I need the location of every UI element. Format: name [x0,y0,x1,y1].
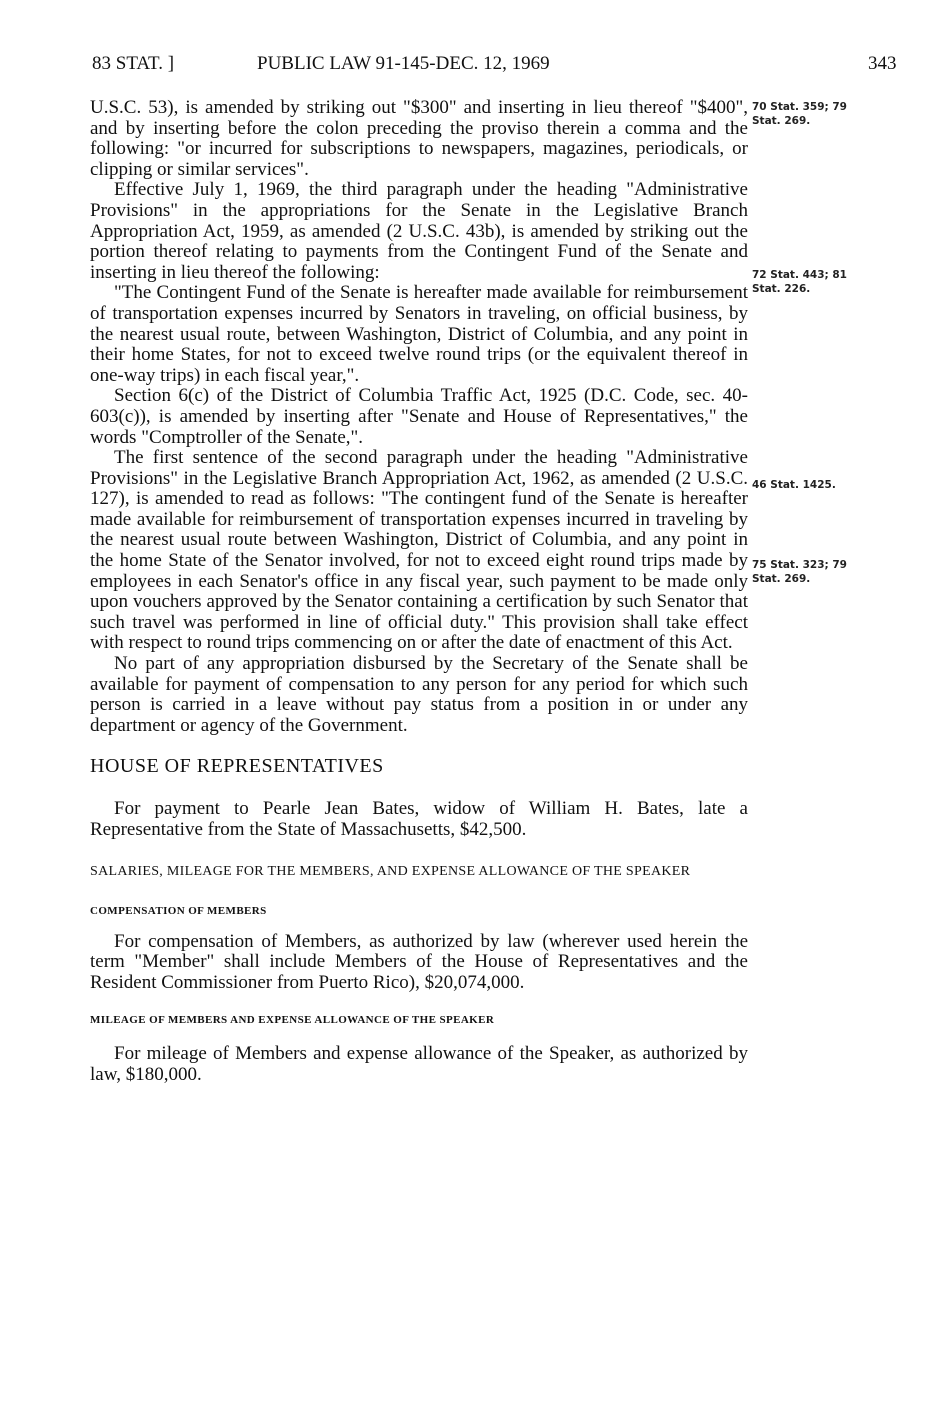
compensation-heading: COMPENSATION OF MEMBERS [90,905,267,918]
paragraph: Section 6(c) of the District of Columbia Traffic Act, 1925 (D.C. Code, sec. 40-603(c)), is amended by inserting after "Senate and House of Representatives," the words "Comptroller of the Senate,". [90,385,748,448]
paragraph: "The Contingent Fund of the Senate is hereafter made available for reimbursement of transportation expenses incurred by Senators in traveling, on official business, by the nearest usual route, between Washington, District of Columbia, and any point in their home States, for not to exceed twelve round trips (or the equivalent thereof in one-way trips) in each fiscal year,". [90,282,748,386]
house-heading: HOUSE OF REPRESENTATIVES [90,755,384,778]
header-title: PUBLIC LAW 91-145-DEC. 12, 1969 [257,53,550,74]
page-number: 343 [868,53,897,74]
paragraph: The first sentence of the second paragraph under the heading "Administrative Provisions" in the Legislative Branch Appropriation Act, 1962, as amended (2 U.S.C. 127), is amended to read as follows: "The contingent fund of the Senate is hereafter made available for reimbursement of transportation expenses incurred in traveling by the nearest usual route between Washington, District of Columbia, and any point in the home State of the Senator involved, for not to exceed eight round trips made by employees in each Senator's office in any fiscal year, such payment to be made only upon vouchers approved by the Senator containing a certification by such Senator that such travel was performed in line of official duty." This provision shall take effect with respect to round trips commencing on or after the date of enactment of this Act. [90,447,748,654]
margin-note: 70 Stat. 359; 79 Stat. 269. [752,101,847,127]
paragraph: Effective July 1, 1969, the third paragraph under the heading "Administrative Provisions" in the appropriations for the Senate in the Legislative Branch Appropriation Act, 1959, as amended (2 U.S.C. 43b), is amended by striking out the portion thereof relating to payments from the Contingent Fund of the Senate and inserting in lieu thereof the following: [90,179,748,283]
margin-note: 75 Stat. 323; 79 Stat. 269. [752,559,847,585]
paragraph: For compensation of Members, as authorized by law (wherever used herein the term "Member" shall include Members of the House of Representatives and the Resident Commissioner from Puerto Rico), $20,074,000. [90,930,748,993]
paragraph: For payment to Pearle Jean Bates, widow of William H. Bates, late a Representative from the State of Massachusetts, $42,500. [90,798,748,840]
salaries-heading: SALARIES, MILEAGE FOR THE MEMBERS, AND EXPENSE ALLOWANCE OF THE SPEAKER [90,864,691,880]
header-statute-ref: 83 STAT. ] [92,53,175,74]
paragraph: No part of any appropriation disbursed by the Secretary of the Senate shall be available for payment of compensation to any person for any period for which such person is carried in a leave without pay status from a position in or under any department or agency of the Government. [90,653,748,736]
paragraph: U.S.C. 53), is amended by striking out "$300" and inserting in lieu thereof "$400", and by inserting before the colon preceding the proviso therein a comma and the following: "or incurred for subscriptions to newspapers, magazines, periodicals, or clipping or similar services". [90,97,748,180]
body-text [90,98,748,1085]
paragraph: For mileage of Members and expense allowance of the Speaker, as authorized by law, $180,000. [90,1043,748,1085]
margin-note: 72 Stat. 443; 81 Stat. 226. [752,269,847,295]
margin-note: 46 Stat. 1425. [752,479,836,491]
mileage-heading: MILEAGE OF MEMBERS AND EXPENSE ALLOWANCE OF THE SPEAKER [90,1013,495,1026]
